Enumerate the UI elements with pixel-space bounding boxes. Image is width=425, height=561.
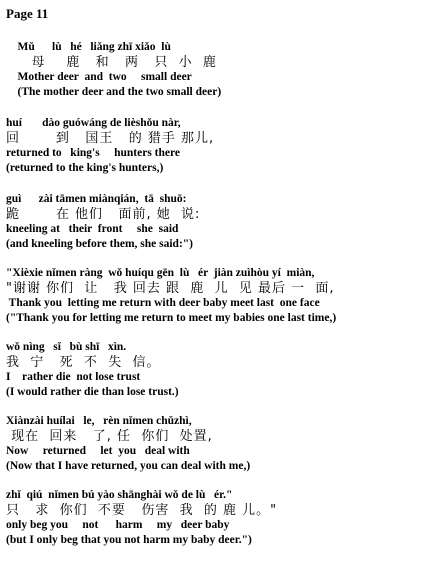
pinyin-line: wǒ nìng sǐ bù shī xìn.	[6, 341, 127, 353]
hanzi-line: 现在 回来 了, 任 你们 处置,	[6, 429, 213, 444]
translation-line: (and kneeling before them, she said:")	[6, 238, 193, 250]
hanzi-line: 只 求 你们 不要 伤害 我 的 鹿 儿。"	[6, 503, 278, 518]
gloss-line: Mother deer and two small deer	[6, 71, 192, 83]
pinyin-line: "Xièxie nǐmen ràng wǒ huíqu gēn lù ér jiàn zuìhòu yí miàn,	[6, 267, 315, 279]
stanza-5	[6, 340, 422, 400]
stanza-3	[6, 192, 422, 252]
hanzi-line: 回 到 国王 的 猎手 那儿,	[6, 131, 215, 146]
translation-line: (I would rather die than lose trust.)	[6, 386, 179, 398]
hanzi-line: 母 鹿 和 两 只 小 鹿	[6, 55, 217, 70]
pinyin-line: Xiànzài huílai le, rèn nǐmen chǔzhì,	[6, 415, 192, 427]
translation-line: (returned to the king's hunters,)	[6, 162, 164, 174]
gloss-line: Thank you letting me return with deer baby meet last one face	[6, 297, 320, 309]
page-title: Page 11	[6, 6, 49, 21]
stanza-1	[6, 40, 422, 100]
hanzi-line: "谢谢 你们 让 我 回去 跟 鹿 儿 见 最后 一 面,	[6, 281, 335, 296]
hanzi-line: 我 宁 死 不 失 信。	[6, 355, 161, 370]
translation-line: (The mother deer and the two small deer)	[6, 86, 222, 98]
pinyin-line: huí dào guówáng de lièshǒu nàr,	[6, 117, 181, 129]
stanza-4	[6, 266, 422, 326]
translation-line: ("Thank you for letting me return to meet my babies one last time,)	[6, 312, 337, 324]
pinyin-line: zhǐ qiú nǐmen bú yào shānghài wǒ de lù ér."	[6, 489, 233, 501]
gloss-line: returned to king's hunters there	[6, 147, 180, 159]
pinyin-line: Mǔ lù hé liǎng zhī xiǎo lù	[6, 41, 171, 53]
gloss-line: only beg you not harm my deer baby	[6, 519, 230, 531]
hanzi-line: 跪 在 他们 面前, 她 说:	[6, 207, 201, 222]
stanza-7	[6, 488, 422, 548]
pinyin-line: guì zài tāmen miànqián, tā shuō:	[6, 193, 187, 205]
translation-line: (Now that I have returned, you can deal with me,)	[6, 460, 251, 472]
gloss-line: Now returned let you deal with	[6, 445, 190, 457]
gloss-line: I rather die not lose trust	[6, 371, 141, 383]
stanza-6	[6, 414, 422, 474]
stanza-2	[6, 116, 422, 176]
translation-line: (but I only beg that you not harm my baby deer.")	[6, 534, 252, 546]
gloss-line: kneeling at their front she said	[6, 223, 179, 235]
